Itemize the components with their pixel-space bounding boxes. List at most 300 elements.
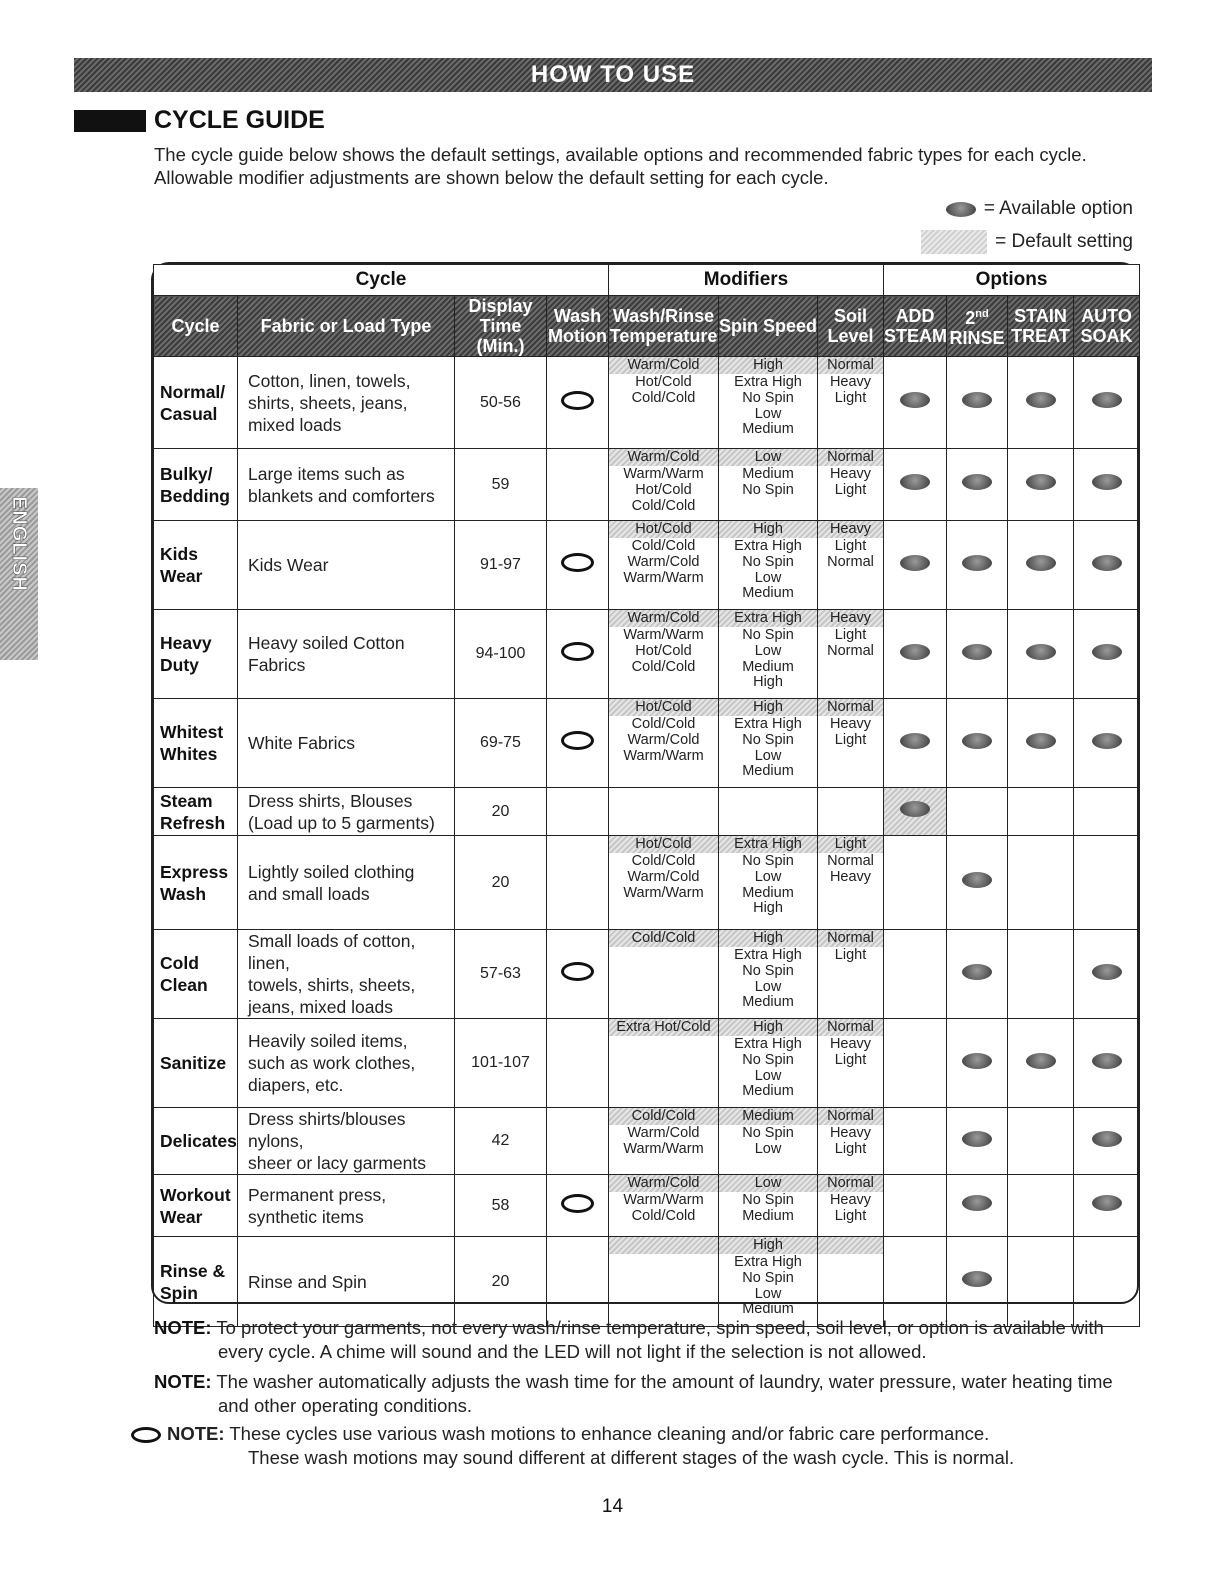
- fabric-line: towels, shirts, sheets,: [248, 975, 416, 995]
- default-setting: High: [719, 930, 817, 947]
- modifier-option: Medium: [742, 466, 794, 482]
- add-steam-cell: [884, 1019, 947, 1108]
- available-dot-icon: [962, 555, 992, 571]
- default-setting: High: [719, 521, 817, 538]
- wash-motion-icon: [561, 1194, 594, 1213]
- modifier-option: Extra High: [734, 947, 802, 963]
- wash-motion-icon: [561, 731, 594, 750]
- wash-motion-cell: [547, 610, 609, 699]
- fabric-line: (Load up to 5 garments): [248, 812, 435, 833]
- cycle-name-line: Heavy: [160, 633, 212, 653]
- auto-soak-cell: [1074, 788, 1140, 836]
- fabric-type: [238, 930, 455, 1019]
- fabric-line: Rinse and Spin: [248, 1271, 367, 1292]
- display-time: 101-107: [455, 1019, 547, 1108]
- col-temperature: Wash/Rinse Temperature: [609, 296, 719, 357]
- soil-level-cell: [818, 930, 884, 1019]
- temperature-cell: [609, 357, 719, 449]
- default-setting: High: [719, 357, 817, 374]
- available-dot-icon: [1026, 555, 1056, 571]
- modifier-option: Heavy: [829, 466, 872, 482]
- modifier-option: Low: [754, 868, 782, 885]
- add-steam-cell: [884, 1237, 947, 1327]
- modifier-option: Heavy: [829, 868, 872, 885]
- default-setting: Normal: [818, 357, 883, 374]
- modifier-option: Low: [754, 747, 782, 764]
- temperature-cell: [609, 788, 719, 836]
- spin-speed-cell: [719, 1237, 818, 1327]
- cycle-guide-table: [153, 264, 1140, 1327]
- cycle-name-line: Express: [160, 861, 229, 882]
- modifier-option: Light: [834, 389, 867, 406]
- col-display-time: Display Time (Min.): [455, 296, 547, 357]
- modifier-option: Medium: [742, 1207, 794, 1224]
- note-2: NOTE: The washer automatically adjusts the wash time for the amount of laundry, water pressure, water heating time and other operating conditions.: [154, 1371, 1113, 1416]
- table-row: [154, 1175, 1140, 1237]
- legend-default: [921, 230, 1133, 254]
- modifier-option: Cold/Cold: [631, 853, 696, 869]
- table-row: [154, 788, 1140, 836]
- table-row: [154, 357, 1140, 449]
- auto-soak-cell: [1074, 357, 1140, 449]
- fabric-type: [238, 357, 455, 449]
- modifier-option: Medium: [742, 884, 794, 901]
- intro-text: [154, 143, 1154, 189]
- modifier-option: Light: [834, 1051, 867, 1068]
- add-steam-cell: [884, 836, 947, 930]
- wash-motion-cell: [547, 449, 609, 521]
- modifier-option: Light: [834, 538, 867, 554]
- stain-treat-cell: [1008, 699, 1074, 788]
- default-shade-swatch: [921, 230, 987, 254]
- cycle-name-line: Wear: [160, 1206, 203, 1227]
- modifier-option: Cold/Cold: [631, 658, 696, 675]
- add-steam-cell: [884, 521, 947, 610]
- available-dot-icon: [900, 474, 930, 490]
- default-setting: Extra Hot/Cold: [609, 1019, 718, 1036]
- page-number: 14: [601, 1496, 624, 1517]
- available-dot-icon: [900, 392, 930, 408]
- modifier-option: Low: [754, 1285, 782, 1302]
- legend-available-label: = Available option: [983, 198, 1133, 219]
- auto-soak-cell: [1074, 449, 1140, 521]
- available-dot-icon: [962, 872, 992, 888]
- cycle-name-line: Workout: [160, 1184, 231, 1205]
- modifier-option: Warm/Warm: [623, 884, 704, 901]
- modifier-option: Heavy: [829, 1125, 872, 1141]
- modifier-option: Normal: [827, 642, 874, 659]
- default-setting: Normal: [818, 1175, 883, 1192]
- available-dot-icon: [1026, 644, 1056, 660]
- temperature-cell: [609, 1175, 719, 1237]
- modifier-option: No Spin: [742, 1192, 794, 1208]
- second-rinse-cell: [947, 1108, 1008, 1175]
- modifier-option: Low: [754, 642, 782, 659]
- section-marker: [74, 110, 146, 132]
- notes: [154, 1316, 1144, 1424]
- available-dot-icon: [1092, 555, 1122, 571]
- available-dot-icon: [1026, 474, 1056, 490]
- modifier-option: Light: [834, 481, 867, 498]
- cycle-name-line: Whites: [160, 744, 218, 764]
- spin-speed-cell: [719, 836, 818, 930]
- modifier-option: No Spin: [742, 1051, 794, 1068]
- display-time: 91-97: [455, 521, 547, 610]
- modifier-option: Heavy: [829, 1192, 872, 1208]
- table-row: [154, 610, 1140, 699]
- modifier-option: Medium: [742, 421, 794, 438]
- cycle-name-line: Steam: [160, 790, 213, 811]
- default-setting: Normal: [818, 449, 883, 466]
- default-setting: Warm/Cold: [609, 1175, 718, 1192]
- available-dot-icon: [900, 733, 930, 749]
- default-setting: Hot/Cold: [609, 521, 718, 538]
- wash-motion-cell: [547, 1108, 609, 1175]
- wash-motion-cell: [547, 788, 609, 836]
- spin-speed-cell: [719, 1108, 818, 1175]
- col-stain-treat: STAIN TREAT: [1008, 296, 1074, 357]
- soil-level-cell: [818, 610, 884, 699]
- default-setting: Hot/Cold: [609, 836, 718, 853]
- default-setting: Medium: [719, 1108, 817, 1125]
- fabric-type: [238, 1108, 455, 1175]
- available-dot-icon: [962, 1053, 992, 1069]
- available-dot-icon: [1026, 733, 1056, 749]
- wash-motion-cell: [547, 521, 609, 610]
- modifier-option: No Spin: [742, 731, 794, 748]
- auto-soak-cell: [1074, 836, 1140, 930]
- col-add-steam: ADD STEAM: [884, 296, 947, 357]
- modifier-option: Warm/Warm: [623, 1140, 704, 1157]
- cycle-name-line: Whitest: [160, 722, 224, 742]
- default-setting: Hot/Cold: [609, 699, 718, 716]
- fabric-line: and small loads: [248, 883, 370, 904]
- cycle-name: [154, 1175, 238, 1237]
- available-dot-icon: [962, 474, 992, 490]
- wash-motion-icon: [561, 962, 594, 981]
- modifier-option: Extra High: [734, 716, 802, 732]
- fabric-line: Heavy soiled Cotton: [248, 633, 405, 653]
- available-dot-icon: [1092, 1195, 1122, 1211]
- modifier-option: Hot/Cold: [635, 642, 692, 659]
- modifier-option: Medium: [742, 763, 794, 780]
- soil-level-cell: [818, 1237, 884, 1327]
- fabric-line: Permanent press,: [248, 1184, 387, 1205]
- stain-treat-cell: [1008, 449, 1074, 521]
- cycle-name: [154, 1108, 238, 1175]
- stain-treat-cell: [1008, 1019, 1074, 1108]
- soil-level-cell: [818, 788, 884, 836]
- fabric-type: [238, 610, 455, 699]
- stain-treat-cell: [1008, 788, 1074, 836]
- col-spin-speed: Spin Speed: [719, 296, 818, 357]
- default-setting: Normal: [818, 930, 883, 947]
- modifier-option: Extra High: [734, 1254, 802, 1270]
- spin-speed-cell: [719, 357, 818, 449]
- available-dot-icon: [1092, 1053, 1122, 1069]
- soil-level-cell: [818, 357, 884, 449]
- cycle-name-line: Spin: [160, 1282, 198, 1303]
- spin-speed-cell: [719, 788, 818, 836]
- col-soil-level: Soil Level: [818, 296, 884, 357]
- cycle-name-line: Clean: [160, 975, 208, 995]
- cycle-name: [154, 1019, 238, 1108]
- modifier-option: Light: [834, 1140, 867, 1157]
- fabric-type: [238, 788, 455, 836]
- modifier-option: High: [753, 900, 783, 917]
- add-steam-cell: [884, 699, 947, 788]
- available-dot-icon: [1092, 964, 1122, 980]
- fabric-line: Lightly soiled clothing: [248, 861, 415, 882]
- available-dot-icon: [962, 644, 992, 660]
- display-time: 59: [455, 449, 547, 521]
- display-time: 20: [455, 788, 547, 836]
- modifier-option: No Spin: [742, 1269, 794, 1286]
- modifier-option: Warm/Warm: [623, 569, 704, 586]
- available-dot-icon: [900, 801, 930, 817]
- second-rinse-cell: [947, 521, 1008, 610]
- modifier-option: Medium: [742, 658, 794, 675]
- stain-treat-cell: [1008, 521, 1074, 610]
- wash-motion-cell: [547, 836, 609, 930]
- modifier-option: Extra High: [734, 374, 802, 390]
- modifier-option: Cold/Cold: [631, 1207, 696, 1224]
- table-row: [154, 521, 1140, 610]
- default-setting: Heavy: [818, 610, 883, 627]
- temperature-cell: [609, 521, 719, 610]
- available-dot-icon: [1026, 392, 1056, 408]
- cycle-name-line: Kids: [160, 544, 198, 564]
- modifier-option: No Spin: [742, 853, 794, 869]
- auto-soak-cell: [1074, 1237, 1140, 1327]
- fabric-type: [238, 1175, 455, 1237]
- add-steam-cell: [884, 930, 947, 1019]
- modifier-option: Extra High: [734, 538, 802, 554]
- modifier-option: Warm/Warm: [623, 627, 704, 643]
- available-dot-icon: [1092, 392, 1122, 408]
- spin-speed-cell: [719, 521, 818, 610]
- soil-level-cell: [818, 836, 884, 930]
- second-rinse-cell: [947, 1237, 1008, 1327]
- cycle-name: [154, 1237, 238, 1327]
- col-fabric: Fabric or Load Type: [238, 296, 455, 357]
- modifier-option: No Spin: [742, 481, 794, 498]
- cycle-name: [154, 449, 238, 521]
- cycle-name-line: Casual: [160, 403, 218, 424]
- soil-level-cell: [818, 1019, 884, 1108]
- cycle-guide-table-frame: [151, 262, 1139, 1318]
- wash-motion-cell: [547, 1237, 609, 1327]
- default-setting: Low: [719, 1175, 817, 1192]
- available-dot-icon: [1026, 1053, 1056, 1069]
- second-rinse-cell: [947, 788, 1008, 836]
- cycle-name-line: Cold: [160, 953, 199, 973]
- second-rinse-cell: [947, 930, 1008, 1019]
- spin-speed-cell: [719, 449, 818, 521]
- wash-motion-icon: [561, 642, 594, 661]
- temperature-cell: [609, 610, 719, 699]
- fabric-line: such as work clothes,: [248, 1053, 416, 1073]
- available-dot-icon: [962, 733, 992, 749]
- stain-treat-cell: [1008, 610, 1074, 699]
- stain-treat-cell: [1008, 1108, 1074, 1175]
- modifier-option: Warm/Cold: [627, 553, 700, 570]
- group-cycle: Cycle: [154, 265, 609, 296]
- add-steam-cell: [884, 1108, 947, 1175]
- wash-motion-cell: [547, 699, 609, 788]
- temperature-cell: [609, 449, 719, 521]
- auto-soak-cell: [1074, 699, 1140, 788]
- modifier-option: Warm/Cold: [627, 731, 700, 748]
- modifier-option: Light: [834, 947, 867, 963]
- table-row: [154, 1108, 1140, 1175]
- default-setting: Low: [719, 449, 817, 466]
- spin-speed-cell: [719, 1175, 818, 1237]
- fabric-line: blankets and comforters: [248, 485, 435, 506]
- wash-motion-cell: [547, 930, 609, 1019]
- modifier-option: Medium: [742, 1083, 794, 1100]
- default-setting: Cold/Cold: [609, 930, 718, 947]
- fabric-line: Cotton, linen, towels,: [248, 370, 411, 391]
- fabric-type: [238, 1019, 455, 1108]
- table-row: [154, 449, 1140, 521]
- wash-motion-cell: [547, 1175, 609, 1237]
- fabric-line: Heavily soiled items,: [248, 1031, 408, 1051]
- wash-motion-cell: [547, 357, 609, 449]
- add-steam-cell: [884, 357, 947, 449]
- modifier-option: Medium: [742, 994, 794, 1011]
- modifier-option: Low: [754, 978, 782, 995]
- second-rinse-cell: [947, 610, 1008, 699]
- group-options: Options: [884, 265, 1140, 296]
- cycle-name-line: Delicates: [160, 1131, 237, 1151]
- default-setting: Normal: [818, 1108, 883, 1125]
- legend-available: [946, 198, 1133, 220]
- fabric-type: [238, 1237, 455, 1327]
- stain-treat-cell: [1008, 930, 1074, 1019]
- modifier-option: Normal: [827, 853, 874, 869]
- auto-soak-cell: [1074, 1175, 1140, 1237]
- cycle-name: [154, 930, 238, 1019]
- modifier-option: Extra High: [734, 1036, 802, 1052]
- table-row: [154, 930, 1140, 1019]
- intro-line-1: The cycle guide below shows the default settings, available options and recommended fabric types for each cycle.: [154, 144, 1087, 165]
- modifier-option: Warm/Warm: [623, 466, 704, 482]
- fabric-type: [238, 699, 455, 788]
- available-dot-icon: [900, 555, 930, 571]
- cycle-name: [154, 357, 238, 449]
- modifier-option: Warm/Warm: [623, 1192, 704, 1208]
- modifier-option: Warm/Cold: [627, 1125, 700, 1141]
- add-steam-cell: [884, 610, 947, 699]
- available-dot-icon: [1092, 644, 1122, 660]
- wash-motion-icon: [561, 391, 594, 410]
- spin-speed-cell: [719, 699, 818, 788]
- temperature-cell: [609, 1108, 719, 1175]
- fabric-line: Fabrics: [248, 655, 306, 675]
- fabric-line: Large items such as: [248, 463, 405, 484]
- soil-level-cell: [818, 521, 884, 610]
- auto-soak-cell: [1074, 1019, 1140, 1108]
- available-dot-icon: [1092, 733, 1122, 749]
- display-time: 42: [455, 1108, 547, 1175]
- intro-line-2: Allowable modifier adjustments are shown below the default setting for each cycle.: [154, 167, 829, 188]
- temperature-cell: [609, 1237, 719, 1327]
- language-side-tab: [0, 488, 38, 660]
- fabric-type: [238, 449, 455, 521]
- table-row: [154, 1237, 1140, 1327]
- default-setting: High: [719, 699, 817, 716]
- add-steam-cell: [884, 788, 947, 836]
- display-time: 50-56: [455, 357, 547, 449]
- display-time: 20: [455, 836, 547, 930]
- fabric-line: diapers, etc.: [248, 1075, 344, 1095]
- spin-speed-cell: [719, 610, 818, 699]
- soil-level-cell: [818, 1175, 884, 1237]
- available-dot-icon: [900, 644, 930, 660]
- modifier-option: Low: [754, 1067, 782, 1084]
- modifier-option: High: [753, 674, 783, 691]
- temperature-cell: [609, 699, 719, 788]
- cycle-name-line: Sanitize: [160, 1053, 227, 1073]
- default-setting: Warm/Cold: [609, 357, 718, 374]
- side-tab-label: ENGLISH: [8, 496, 30, 592]
- modifier-option: Low: [754, 1140, 782, 1157]
- soil-level-cell: [818, 699, 884, 788]
- modifier-option: Medium: [742, 585, 794, 602]
- fabric-line: Kids Wear: [248, 555, 329, 575]
- display-time: 58: [455, 1175, 547, 1237]
- stain-treat-cell: [1008, 1175, 1074, 1237]
- default-setting: Normal: [818, 699, 883, 716]
- table-row: [154, 836, 1140, 930]
- col-cycle: Cycle: [154, 296, 238, 357]
- fabric-line: Small loads of cotton, linen,: [248, 931, 416, 973]
- col-wash-motion: Wash Motion: [547, 296, 609, 357]
- cycle-name: [154, 836, 238, 930]
- modifier-option: No Spin: [742, 627, 794, 643]
- display-time: 94-100: [455, 610, 547, 699]
- modifier-option: No Spin: [742, 1125, 794, 1141]
- modifier-option: Low: [754, 405, 782, 422]
- cycle-name: [154, 699, 238, 788]
- wash-motion-icon: [561, 553, 594, 572]
- add-steam-cell: [884, 449, 947, 521]
- second-rinse-cell: [947, 449, 1008, 521]
- fabric-line: mixed loads: [248, 414, 342, 435]
- fabric-line: Dress shirts, Blouses: [248, 790, 413, 811]
- cycle-name-line: Normal/: [160, 381, 226, 402]
- cycle-name-line: Bedding: [160, 485, 230, 506]
- default-setting: Extra High: [719, 836, 817, 853]
- available-dot-icon: [1092, 474, 1122, 490]
- stain-treat-cell: [1008, 836, 1074, 930]
- display-time: 57-63: [455, 930, 547, 1019]
- modifier-option: Cold/Cold: [631, 716, 696, 732]
- default-setting: Warm/Cold: [609, 610, 718, 627]
- cycle-name-line: Wear: [160, 566, 203, 586]
- second-rinse-cell: [947, 357, 1008, 449]
- add-steam-cell: [884, 1175, 947, 1237]
- wash-motion-cell: [547, 1019, 609, 1108]
- note-3: NOTE: These cycles use various wash motions to enhance cleaning and/or fabric care performance. These wash motions may sound different at different stages of the wash cycle. This is normal.: [131, 1422, 1014, 1470]
- display-time: 69-75: [455, 699, 547, 788]
- default-setting: Heavy: [818, 521, 883, 538]
- auto-soak-cell: [1074, 930, 1140, 1019]
- display-time: 20: [455, 1237, 547, 1327]
- soil-level-cell: [818, 449, 884, 521]
- available-dot-icon: [962, 964, 992, 980]
